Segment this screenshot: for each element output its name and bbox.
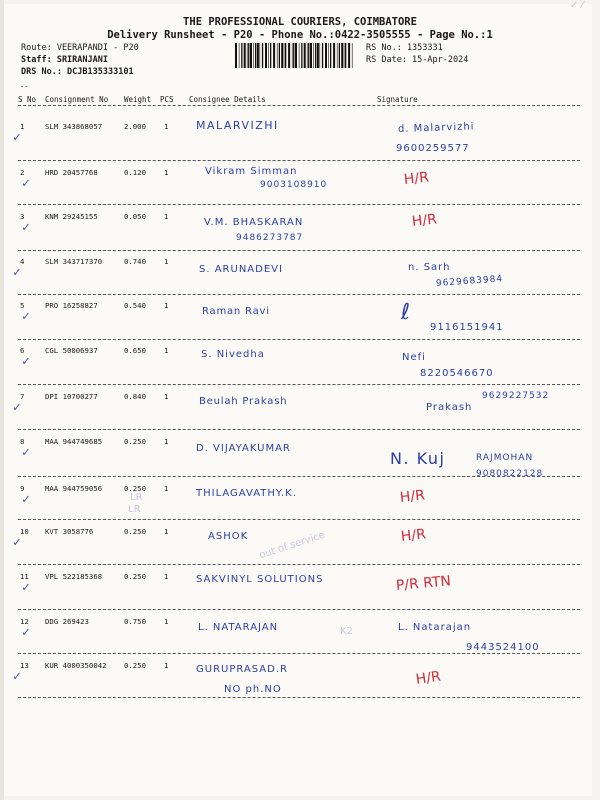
col-consignment: Consignment No (45, 95, 109, 104)
barcode-bar (257, 43, 259, 68)
row-consignment: DPI 10700277 (45, 392, 98, 401)
row-pcs: 1 (164, 301, 169, 310)
signature-6: Nefi (402, 352, 426, 363)
row-pcs: 1 (164, 257, 169, 266)
row-consignment: VPL 522185368 (45, 572, 103, 581)
barcode-bar (341, 43, 343, 68)
ghost-k2: K2 (340, 626, 353, 637)
status-9: H/R (399, 487, 426, 506)
row-divider (18, 429, 580, 430)
route-label: Route: VEERAPANDI - P20 (21, 43, 139, 53)
row-divider (18, 697, 580, 698)
row-sno: 10 (20, 527, 29, 536)
barcode-bar (244, 43, 246, 68)
barcode-bar (313, 43, 314, 68)
barcode-bar (293, 43, 294, 68)
row-divider (18, 609, 580, 610)
col-sno: S No (18, 95, 37, 104)
barcode-bar (299, 43, 300, 68)
signature-8: N. Kuj (390, 449, 446, 468)
row-consignment: SLM 343717370 (45, 257, 103, 266)
barcode-bar (337, 43, 338, 68)
rs-date: RS Date: 15-Apr-2024 (366, 55, 469, 65)
row-weight: 0.250 (124, 527, 146, 536)
row-weight: 2.000 (124, 122, 146, 131)
barcode-bar (325, 43, 327, 68)
row-sno: 9 (20, 484, 25, 493)
consignee-hand-5: Raman Ravi (202, 306, 270, 317)
row-weight: 0.840 (124, 392, 146, 401)
row-consignment: KNM 29245155 (45, 212, 98, 221)
row-sno: 11 (20, 572, 29, 581)
barcode-bar (292, 43, 293, 68)
barcode-bar (345, 43, 346, 68)
row-pcs: 1 (164, 661, 169, 670)
tick-mark: ✓ (22, 445, 30, 460)
phone-1: 9600259577 (396, 143, 470, 154)
row-weight: 0.740 (124, 257, 146, 266)
ghost-lr-1: LR (130, 492, 143, 503)
row-sno: 8 (20, 437, 25, 446)
row-weight: 0.650 (124, 346, 146, 355)
tick-mark: ✓ (22, 354, 30, 369)
barcode-bar (279, 43, 280, 68)
consignee-hand-10: ASHOK (208, 531, 249, 542)
runsheet-subtitle: Delivery Runsheet - P20 - Phone No.:0422-3505555 - Page No.:1 (107, 29, 493, 41)
barcode-bar (317, 43, 319, 68)
barcode-bar (241, 43, 242, 68)
status-13: H/R (414, 668, 442, 688)
signature-5-scribble: ℓ (401, 300, 412, 325)
barcode-bar (281, 43, 283, 68)
barcode-bar (239, 43, 240, 68)
row-divider (18, 160, 580, 161)
tick-mark: ✓ (22, 176, 30, 191)
tick-mark: ✓ (13, 400, 21, 415)
tick-mark: ✓ (13, 130, 21, 145)
barcode-bar (310, 43, 312, 68)
barcode-bar (308, 43, 309, 68)
barcode-bar (333, 43, 335, 68)
phone-4: 9629683984 (435, 274, 504, 289)
row-consignment: PRO 16258827 (45, 301, 98, 310)
barcode-bar (322, 43, 323, 68)
barcode-bar (304, 43, 306, 68)
consignee-hand-8: D. VIJAYAKUMAR (196, 443, 291, 454)
barcode-bar (284, 43, 285, 68)
barcode-bar (255, 43, 256, 68)
barcode-bar (328, 43, 329, 68)
barcode-bar (285, 43, 286, 68)
row-consignment: DDG 269423 (45, 617, 89, 626)
row-pcs: 1 (164, 392, 169, 401)
row-sno: 6 (20, 346, 25, 355)
row-consignment: KVT 3058776 (45, 527, 94, 536)
row-sno: 13 (20, 661, 29, 670)
barcode-bar (250, 43, 252, 68)
consignee-hand-7: Beulah Prakash (199, 396, 288, 407)
consignee-hand-3: V.M. BHASKARAN (204, 217, 304, 228)
row-divider (18, 250, 580, 251)
row-sno: 1 (20, 122, 25, 131)
col-consignee: Consignee Details (189, 95, 266, 104)
consignee-hand-12: L. NATARAJAN (198, 622, 279, 633)
phone-hand-13: NO ph.NO (224, 684, 282, 695)
row-divider (18, 653, 580, 654)
barcode-bar (295, 43, 297, 68)
row-pcs: 1 (164, 168, 169, 177)
row-sno: 4 (20, 257, 25, 266)
status-2: H/R (403, 169, 430, 188)
barcode-bar (307, 43, 308, 68)
barcode-bar (248, 43, 249, 68)
barcode-bar (320, 43, 321, 68)
phone-7: 9629227532 (482, 391, 550, 401)
consignee-hand-9: THILAGAVATHY.K. (196, 488, 297, 499)
consignee-hand-6: S. Nivedha (201, 349, 265, 360)
consignee-hand-11: SAKVINYL SOLUTIONS (196, 574, 324, 585)
barcode-bar (277, 43, 278, 68)
row-weight: 0.120 (124, 168, 146, 177)
tick-mark: ✓ (22, 492, 30, 507)
ghost-out-of-service: out of service (257, 529, 327, 562)
barcode-bar (268, 43, 269, 68)
status-10: H/R (400, 526, 427, 545)
barcode-bar (348, 43, 350, 68)
phone-hand-3: 9486273787 (236, 233, 304, 243)
barcode-bar (262, 43, 263, 68)
barcode-bar (273, 43, 275, 68)
tick-mark: ✓ (22, 309, 30, 324)
row-sno: 5 (20, 301, 25, 310)
tick-mark: ✓ (22, 625, 30, 640)
row-weight: 0.540 (124, 301, 146, 310)
tick-mark: ✓ (13, 669, 21, 684)
tick-mark: ✓ (13, 535, 21, 550)
barcode-bar (270, 43, 271, 68)
barcode-bar (253, 43, 254, 68)
barcode-bar (315, 43, 316, 68)
col-signature: Signature (377, 95, 418, 104)
row-pcs: 1 (164, 346, 169, 355)
drs-number: DRS No.: DCJB135333101 (21, 67, 134, 77)
consignee-hand-2: Vikram Simman (205, 166, 298, 177)
row-weight: 0.250 (124, 437, 146, 446)
row-weight: 0.750 (124, 617, 146, 626)
row-consignment: MAA 944759056 (45, 484, 103, 493)
row-divider (18, 564, 580, 565)
tick-mark: ✓ (22, 220, 30, 235)
status-3: H/R (411, 211, 438, 230)
row-sno: 3 (20, 212, 25, 221)
consignee-hand-13: GURUPRASAD.R (196, 664, 288, 675)
row-consignment: SLM 343868057 (45, 122, 103, 131)
consignee-hand-1: MALARVIZHI (196, 119, 279, 132)
row-pcs: 1 (164, 572, 169, 581)
row-consignment: HRD 20457768 (45, 168, 98, 177)
barcode-bar (330, 43, 331, 68)
barcode-bar (339, 43, 340, 68)
row-sno: 7 (20, 392, 25, 401)
phone-6: 8220546670 (420, 368, 494, 379)
consignee-hand-4: S. ARUNADEVI (199, 264, 283, 275)
barcode (235, 43, 355, 68)
barcode-bar (260, 43, 261, 68)
row-weight: 0.250 (124, 572, 146, 581)
signature-12: L. Natarajan (398, 622, 472, 633)
phone-5: 9116151941 (430, 322, 504, 333)
row-weight: 0.250 (124, 661, 146, 670)
barcode-bar (301, 43, 302, 68)
row-weight: 0.250 (124, 484, 146, 493)
tick-mark: ✓ (13, 265, 21, 280)
row-pcs: 1 (164, 484, 169, 493)
row-weight: 0.050 (124, 212, 146, 221)
tick-mark: ✓ (22, 580, 30, 595)
row-sno: 2 (20, 168, 25, 177)
staff-label: Staff: SRIRANJANI (21, 55, 108, 65)
barcode-bar (265, 43, 267, 68)
barcode-bar (344, 43, 345, 68)
row-divider (18, 519, 580, 520)
status-11: P/R RTN (395, 573, 452, 594)
barcode-bar (235, 43, 237, 68)
phone-hand-2: 9003108910 (260, 180, 328, 190)
row-consignment: KUR 4000350042 (45, 661, 107, 670)
row-consignment: CGL 50006937 (45, 346, 98, 355)
barcode-bar (288, 43, 290, 68)
col-pcs: PCS (160, 95, 174, 104)
corner-mark: ✓ ⁄ (570, 0, 584, 11)
row-divider (18, 204, 580, 205)
barcode-bar (352, 43, 353, 68)
row-pcs: 1 (164, 617, 169, 626)
row-pcs: 1 (164, 437, 169, 446)
row-divider (18, 384, 580, 385)
header-divider (18, 105, 580, 106)
row-pcs: 1 (164, 527, 169, 536)
row-pcs: 1 (164, 122, 169, 131)
row-sno: 12 (20, 617, 29, 626)
signature-4: n. Sarh (408, 262, 451, 273)
phone-8: RAJMOHAN 9080822128 (476, 453, 544, 479)
company-title: THE PROFESSIONAL COURIERS, COIMBATORE (183, 16, 417, 28)
phone-12: 9443524100 (466, 642, 540, 653)
signature-1: d. Malarvizhi (397, 121, 475, 135)
barcode-bar (247, 43, 248, 68)
row-pcs: 1 (164, 212, 169, 221)
signature-7: Prakash (426, 402, 473, 413)
rs-number: RS No.: 1353331 (366, 43, 443, 53)
row-divider (18, 339, 580, 340)
row-consignment: MAA 944749685 (45, 437, 103, 446)
ghost-lr-2: LR (128, 504, 141, 515)
separator-mark: -- (20, 83, 29, 91)
col-weight: Weight (124, 95, 152, 104)
row-divider (18, 294, 580, 295)
